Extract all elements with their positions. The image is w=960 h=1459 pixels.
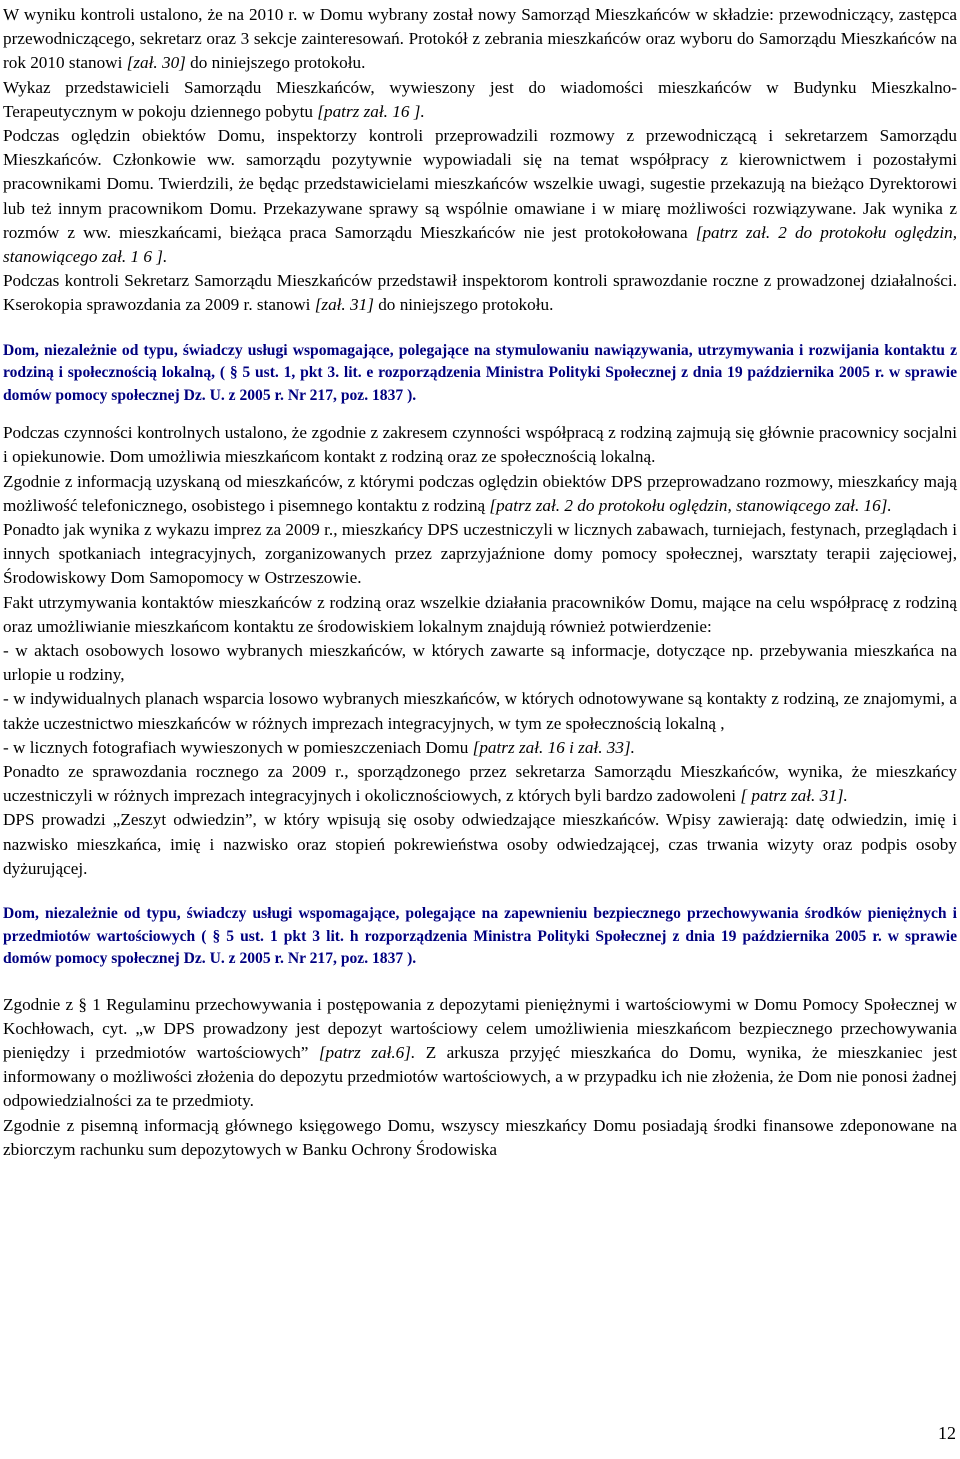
paragraph: Podczas kontroli Sekretarz Samorządu Mieszkańców przedstawił inspektorom kontroli sprawozdanie roczne z prowadzonej działalności. Kserokopia sprawozdania za 2009 r. stanowi [zał. 31] do niniejszego protokołu. (3, 271, 957, 315)
paragraph: Zgodnie z pisemną informacją głównego księgowego Domu, wszyscy mieszkańcy Domu posiadają środki finansowe zdeponowane na zbiorczym rachunku sum depozytowych w Banku Ochrony Środowiska (3, 1115, 957, 1159)
paragraph: Wykaz przedstawicieli Samorządu Mieszkańców, wywieszony jest do wiadomości mieszkańców w Budynku Mieszkalno-Terapeutycznym w pokoju dziennego pobytu [patrz zał. 16 ]. (3, 77, 957, 121)
attachment-reference: [patrz zał.6]. (318, 1042, 416, 1062)
paragraph: Zgodnie z informacją uzyskaną od mieszkańców, z którymi podczas oględzin obiektów DPS przeprowadzano rozmowy, mieszkańcy mają możliwość telefonicznego, osobistego i pisemnego kontaktu z rodziną [patrz zał. 2 do protokołu oględzin, stanowiącego zał. 16]. (3, 471, 957, 515)
paragraph: Ponadto ze sprawozdania rocznego za 2009 r., sporządzonego przez sekretarza Samorządu Mieszkańców, wynika, że mieszkańcy uczestniczyli w różnych imprezach integracyjnych i okolicznościowych, z których byli bardzo zadowoleni [ patrz zał. 31]. (3, 761, 957, 806)
attachment-reference: [patrz zał. 2 do protokołu oględzin, stanowiącego zał. 1 6 ]. (3, 222, 958, 267)
paragraph: Fakt utrzymywania kontaktów mieszkańców z rodziną oraz wszelkie działania pracowników Domu, mające na celu współpracę z rodziną oraz umożliwianie mieszkańcom kontaktu ze środowiskiem lokalnym znajdują również potwierdzenie: (3, 592, 957, 636)
paragraph: W wyniku kontroli ustalono, że na 2010 r. w Domu wybrany został nowy Samorząd Mieszkańców w składzie: przewodniczący, zastępca przewodniczącego, sekretarz oraz 3 sekcje zainteresowań. Protokół z zebrania mieszkańców oraz wyboru do Samorządu Mieszkańców na rok 2010 stanowi [zał. 30] do niniejszego protokołu. (3, 5, 957, 73)
page-number: 12 (938, 1423, 956, 1443)
attachment-reference: [patrz zał. 16 ]. (317, 101, 425, 121)
spacer (3, 318, 957, 340)
section-sign: § (212, 927, 221, 945)
legal-notice: Dom, niezależnie od typu, świadczy usługi wspomagające, polegające na zapewnieniu bezpiecznego przechowywania środków pieniężnych i przedmiotów wartościowych ( § 5 ust. 1 pkt 3 lit. h rozporządzenia Ministra Polityki Społecznej z dnia 19 października 2005 r. w sprawie domów pomocy społecznej Dz. U. z 2005 r. Nr 217, poz. 1837 ). (3, 905, 957, 967)
paragraph: Ponadto jak wynika z wykazu imprez za 2009 r., mieszkańcy DPS uczestniczyli w licznych zabawach, turniejach, festynach, przeglądach i innych spotkaniach integracyjnych, zorganizowanych przez zaprzyjaźnione domy pomocy społecznej, warsztaty terapii zajęciowej, Środowiskowy Dom Samopomocy w Ostrzeszowie. (3, 519, 957, 588)
paragraph: Podczas czynności kontrolnych ustalono, że zgodnie z zakresem czynności współpracą z rodziną zajmują się głównie pracownicy socjalni i opiekunowie. Dom umożliwia mieszkańcom kontakt z rodziną oraz ze społecznością lokalną. (3, 423, 957, 467)
paragraph: DPS prowadzi „Zeszyt odwiedzin”, w który wpisują się osoby odwiedzające mieszkańców. Wpisy zawierają: datę odwiedzin, imię i nazwisko mieszkańca, imię i nazwisko oraz stopień pokrewieństwa osoby odwiedzającej, czas trwania wizyty oraz podpis osoby dyżurującej. (3, 810, 957, 878)
spacer (3, 407, 957, 421)
list-item: - w aktach osobowych losowo wybranych mieszkańców, w których zawarte są informacje, dotyczące np. przebywania mieszkańca na urlopie u rodziny, (3, 640, 957, 685)
spacer (3, 971, 957, 993)
list-item: - w licznych fotografiach wywieszonych w pomieszczeniach Domu [patrz zał. 16 i zał. 33]. (3, 737, 635, 757)
section-sign: § (229, 364, 238, 382)
list-item: - w indywidualnych planach wsparcia losowo wybranych mieszkańców, w których odnotowywane są kontakty z rodziną, ze znajomymi, a także uczestnictwo mieszkańców w różnych imprezach integracyjnych, w tym ze społecznością lokalną , (3, 689, 957, 733)
spacer (3, 881, 957, 903)
attachment-reference: [ patrz zał. 31]. (740, 786, 848, 806)
paragraph: Zgodnie z § 1 Regulaminu przechowywania i postępowania z depozytami pieniężnymi i wartościowymi w Domu Pomocy Społecznej w Kochłowach, cyt. „w DPS prowadzony jest depozyt wartościowy celem umożliwienia mieszkańcom bezpiecznego przechowywania pieniędzy i przedmiotów wartościowych” [patrz zał.6]. Z arkusza przyjęć mieszkańca do Domu, wynika, że mieszkaniec jest informowany o możliwości złożenia do depozytu przedmiotów wartościowych, a w przypadku ich nie złożenia, że Dom nie ponosi żadnej odpowiedzialności za te przedmioty. (3, 994, 958, 1111)
attachment-reference: [patrz zał. 2 do protokołu oględzin, stanowiącego zał. 16]. (489, 495, 892, 515)
attachment-reference: [zał. 31] (314, 295, 374, 315)
legal-notice: Dom, niezależnie od typu, świadczy usługi wspomagające, polegające na stymulowaniu nawiązywania, utrzymywania i rozwijania kontaktu z rodziną i społecznością lokalną, ( § 5 ust. 1, pkt 3. lit. e rozporządzenia Ministra Polityki Społecznej z dnia 19 października 2005 r. w sprawie domów pomocy społecznej Dz. U. z 2005 r. Nr 217, poz. 1837 ). (3, 341, 957, 404)
paragraph: Podczas oględzin obiektów Domu, inspektorzy kontroli przeprowadzili rozmowy z przewodniczącą i sekretarzem Samorządu Mieszkańców. Członkowie ww. samorządu pozytywnie wypowiadali się na temat współpracy z kierownictwem i pozostałymi pracownikami Domu. Twierdzili, że będąc przedstawicielami mieszkańców wszelkie uwagi, sugestie przekazują na bieżąco Dyrektorowi lub też innym pracownikom Domu. Przekazywane sprawy są wspólnie omawiane i w miarę możliwości rozwiązywane. Jak wynika z rozmów z ww. mieszkańcami, bieżąca praca Samorządu Mieszkańców nie jest protokołowana [patrz zał. 2 do protokołu oględzin, stanowiącego zał. 1 6 ]. (3, 126, 958, 267)
attachment-reference: [patrz zał. 16 i zał. 33]. (472, 737, 635, 757)
attachment-reference: [zał. 30] (126, 53, 186, 73)
